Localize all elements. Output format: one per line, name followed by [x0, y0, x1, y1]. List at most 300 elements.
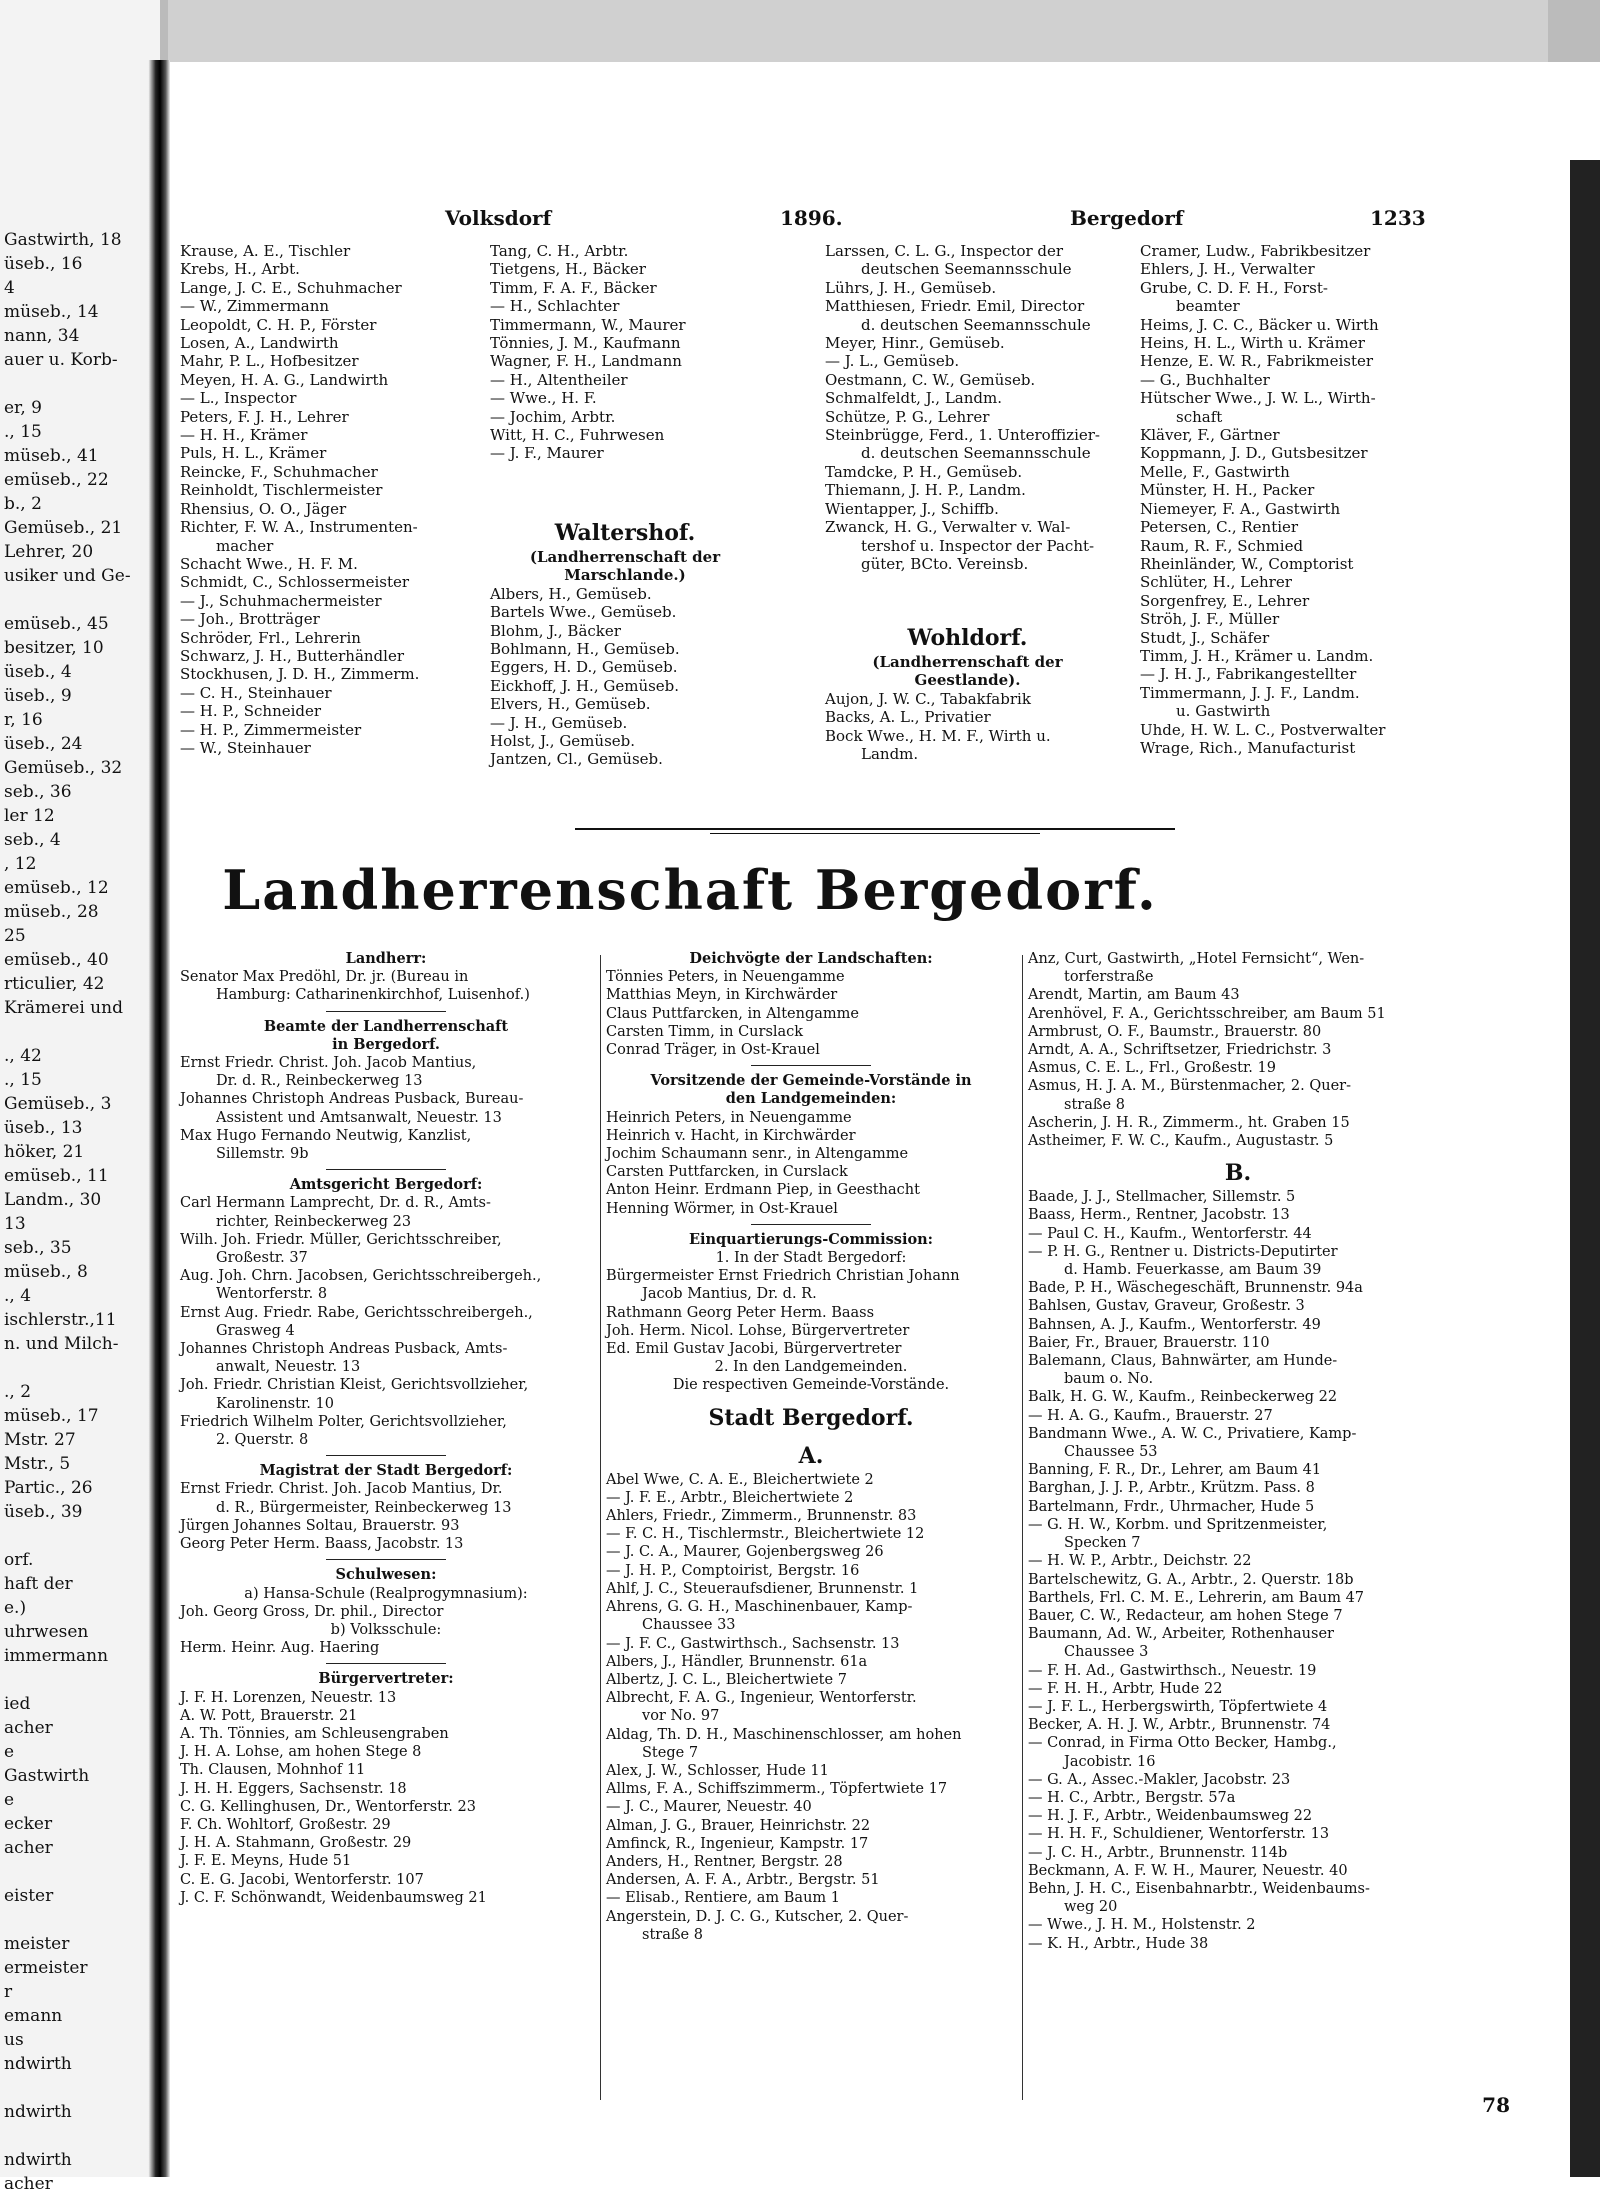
directory-entry: Witt, H. C., Fuhrwesen	[490, 426, 665, 445]
left-page-line: uhrwesen	[4, 1622, 89, 1642]
left-page-line: immermann	[4, 1646, 109, 1666]
directory-entry: — H. W. P., Arbtr., Deichstr. 22	[1028, 1553, 1252, 1570]
directory-entry: Ernst Aug. Friedr. Rabe, Gerichtsschreibergeh.,	[180, 1304, 533, 1321]
directory-entry: Angerstein, D. J. C. G., Kutscher, 2. Quer-	[606, 1908, 909, 1925]
left-page-line	[4, 1860, 154, 1884]
directory-entry: — H. A. G., Kaufm., Brauerstr. 27	[1028, 1407, 1273, 1424]
directory-entry: Timm, F. A. F., Bäcker	[490, 278, 657, 297]
directory-entry: Heinrich Peters, in Neuengamme	[606, 1109, 852, 1126]
directory-entry: Max Hugo Fernando Neutwig, Kanzlist,	[180, 1127, 472, 1144]
directory-entry: Grasweg 4	[216, 1322, 295, 1339]
left-page-line: ., 15	[4, 422, 42, 442]
directory-entry: Johannes Christoph Andreas Pusback, Bureau-	[180, 1091, 524, 1108]
directory-entry: Kläver, F., Gärtner	[1140, 426, 1280, 445]
directory-entry: Studt, J., Schäfer	[1140, 628, 1270, 647]
section-heading: Bürgervertreter:	[318, 1670, 454, 1688]
directory-entry: Münster, H. H., Packer	[1140, 481, 1315, 500]
directory-entry: Heins, H. L., Wirth u. Krämer	[1140, 334, 1365, 353]
directory-entry: Wagner, F. H., Landmann	[490, 352, 682, 371]
directory-entry: — P. H. G., Rentner u. Districts-Deputirter	[1028, 1243, 1338, 1260]
left-page-line	[4, 1524, 154, 1548]
directory-entry: Bahlsen, Gustav, Graveur, Großestr. 3	[1028, 1298, 1305, 1315]
left-page-line: emüseb., 11	[4, 1166, 109, 1186]
directory-entry: Großestr. 37	[216, 1250, 308, 1267]
directory-entry: Wilh. Joh. Friedr. Müller, Gerichtsschreiber,	[180, 1231, 502, 1248]
directory-entry: Wentorferstr. 8	[216, 1286, 328, 1303]
subsection-heading: 2. In den Landgemeinden.	[714, 1359, 908, 1376]
left-page-line: seb., 4	[4, 830, 61, 850]
left-page-line: ndwirth	[4, 2054, 72, 2074]
directory-entry: — H. H., Krämer	[180, 426, 308, 445]
directory-entry: J. C. F. Schönwandt, Weidenbaumsweg 21	[180, 1889, 487, 1906]
directory-entry: vor No. 97	[642, 1708, 720, 1725]
directory-entry: Blohm, J., Bäcker	[490, 621, 621, 640]
directory-entry: Baumann, Ad. W., Arbeiter, Rothenhauser	[1028, 1626, 1334, 1643]
directory-entry: Chaussee 53	[1064, 1444, 1158, 1461]
section-heading: Deichvögte der Landschaften:	[689, 950, 933, 967]
directory-entry: Matthiesen, Friedr. Emil, Director	[825, 297, 1085, 316]
directory-entry: Bartelmann, Frdr., Uhrmacher, Hude 5	[1028, 1498, 1315, 1515]
directory-entry: Bock Wwe., H. M. F., Wirth u.	[825, 726, 1051, 745]
directory-entry: Behn, J. H. C., Eisenbahnarbtr., Weidenbaums-	[1028, 1880, 1370, 1897]
left-page-line: acher	[4, 2174, 53, 2194]
left-page-text	[4, 228, 154, 2196]
directory-entry: Timmermann, J. J. F., Landm.	[1140, 683, 1360, 702]
directory-entry: Landm.	[861, 745, 919, 764]
directory-entry: Tang, C. H., Arbtr.	[490, 242, 629, 260]
directory-entry: straße 8	[1064, 1096, 1125, 1113]
section-heading: Schulwesen:	[335, 1566, 437, 1584]
directory-entry: Oestmann, C. W., Gemüseb.	[825, 370, 1036, 389]
directory-entry: — Joh., Brotträger	[180, 610, 320, 629]
directory-entry: d. Hamb. Feuerkasse, am Baum 39	[1064, 1262, 1322, 1279]
left-page-line: e.)	[4, 1598, 27, 1618]
left-page-line: besitzer, 10	[4, 638, 104, 658]
directory-entry: — J. F. E., Arbtr., Bleichertwiete 2	[606, 1489, 854, 1506]
directory-entry: Claus Puttfarcken, in Altengamme	[606, 1005, 859, 1022]
left-page-line: Gastwirth, 18	[4, 230, 122, 250]
directory-entry: — Jochim, Arbtr.	[490, 407, 616, 426]
directory-entry: Lührs, J. H., Gemüseb.	[825, 278, 997, 297]
directory-entry: Elvers, H., Gemüseb.	[490, 695, 651, 714]
left-page-line: üseb., 24	[4, 734, 83, 754]
left-page-line: usiker und Ge-	[4, 566, 131, 586]
directory-entry: Reinholdt, Tischlermeister	[180, 481, 383, 500]
section-heading: Vorsitzende der Gemeinde-Vorstände in	[650, 1072, 972, 1090]
directory-entry: Krause, A. E., Tischler	[180, 242, 351, 260]
left-page-line: 13	[4, 1214, 26, 1234]
directory-entry: — C. H., Steinhauer	[180, 683, 332, 702]
directory-entry: Steinbrügge, Ferd., 1. Unteroffizier-	[825, 426, 1100, 445]
directory-entry: Koppmann, J. D., Gutsbesitzer	[1140, 444, 1368, 463]
left-page-line: üseb., 9	[4, 686, 72, 706]
directory-entry: Asmus, H. J. A. M., Bürstenmacher, 2. Quer-	[1028, 1078, 1351, 1095]
wohldorf-section	[825, 615, 1110, 763]
section-heading: Magistrat der Stadt Bergedorf:	[259, 1462, 513, 1480]
directory-entry: Georg Peter Herm. Baass, Jacobstr. 13	[180, 1536, 464, 1553]
left-page-line: , 12	[4, 854, 37, 874]
top-column-3	[825, 242, 1110, 573]
directory-entry: — Wwe., J. H. M., Holstenstr. 2	[1028, 1917, 1256, 1934]
left-page-line: r, 16	[4, 710, 43, 730]
directory-entry: — H., Altentheiler	[490, 370, 628, 389]
directory-entry: Ascherin, J. H. R., Zimmerm., ht. Graben 15	[1028, 1114, 1350, 1131]
directory-entry: Albertz, J. C. L., Bleichertwiete 7	[606, 1671, 847, 1688]
scan-right-edge	[1570, 160, 1600, 2177]
left-page-line	[4, 1908, 154, 1932]
directory-entry: J. H. A. Stahmann, Großestr. 29	[180, 1835, 412, 1852]
directory-entry: Beckmann, A. F. W. H., Maurer, Neuestr. 40	[1028, 1862, 1348, 1879]
directory-entry: Bartels Wwe., Gemüseb.	[490, 603, 677, 622]
directory-entry: baum o. No.	[1064, 1371, 1154, 1388]
directory-entry: Petersen, C., Rentier	[1140, 518, 1299, 537]
directory-entry: Zwanck, H. G., Verwalter v. Wal-	[825, 518, 1071, 537]
left-page-line: Gastwirth	[4, 1766, 90, 1786]
directory-entry: Melle, F., Gastwirth	[1140, 462, 1290, 481]
section-heading: den Landgemeinden:	[725, 1090, 897, 1108]
directory-entry: — G. H. W., Korbm. und Spritzenmeister,	[1028, 1516, 1328, 1533]
left-page-line: us	[4, 2030, 24, 2050]
left-page-line: nann, 34	[4, 326, 80, 346]
main-column-1	[180, 950, 592, 1907]
directory-entry: schaft	[1176, 407, 1223, 426]
left-page-line: Lehrer, 20	[4, 542, 94, 562]
directory-entry: Johannes Christoph Andreas Pusback, Amts-	[180, 1341, 508, 1358]
directory-entry: J. F. E. Meyns, Hude 51	[180, 1853, 352, 1870]
directory-entry: Eggers, H. D., Gemüseb.	[490, 658, 678, 677]
section-divider	[326, 1663, 446, 1664]
directory-entry: Bohlmann, H., Gemüseb.	[490, 640, 680, 659]
subsection-heading: Die respectiven Gemeinde-Vorstände.	[672, 1377, 950, 1394]
left-page-line: Partic., 26	[4, 1478, 93, 1498]
directory-entry: J. H. H. Eggers, Sachsenstr. 18	[180, 1780, 407, 1797]
directory-entry: — G., Buchhalter	[1140, 370, 1270, 389]
section-divider	[326, 1011, 446, 1012]
directory-entry: Aldag, Th. D. H., Maschinenschlosser, am hohen	[606, 1726, 962, 1743]
waltershof-entries	[490, 585, 760, 769]
directory-entry: — J. F. C., Gastwirthsch., Sachsenstr. 13	[606, 1635, 900, 1652]
section-title: Stadt Bergedorf.	[708, 1404, 914, 1431]
directory-entry: Joh. Herm. Nicol. Lohse, Bürgervertreter	[606, 1322, 910, 1339]
directory-entry: Carl Hermann Lamprecht, Dr. d. R., Amts-	[180, 1195, 491, 1212]
directory-entry: Ströh, J. F., Müller	[1140, 610, 1280, 629]
directory-entry: Heims, J. C. C., Bäcker u. Wirth	[1140, 315, 1379, 334]
directory-entry: — H. H. F., Schuldiener, Wentorferstr. 13	[1028, 1826, 1330, 1843]
directory-entry: — J. H., Gemüseb.	[490, 713, 628, 732]
directory-entry: Ahrens, G. G. H., Maschinenbauer, Kamp-	[606, 1599, 913, 1616]
left-page-line: üseb., 16	[4, 254, 83, 274]
directory-entry: Balk, H. G. W., Kaufm., Reinbeckerweg 22	[1028, 1389, 1338, 1406]
directory-entry: Meyen, H. A. G., Landwirth	[180, 370, 389, 389]
section-divider	[751, 1224, 871, 1225]
directory-entry: Meyer, Hinr., Gemüseb.	[825, 334, 1005, 353]
directory-entry: — J. C. A., Maurer, Gojenbergsweg 26	[606, 1544, 884, 1561]
directory-entry: Hamburg: Catharinenkirchhof, Luisenhof.)	[216, 987, 530, 1004]
directory-entry: Arendt, Martin, am Baum 43	[1028, 987, 1240, 1004]
directory-entry: anwalt, Neuestr. 13	[216, 1359, 361, 1376]
directory-entry: Rathmann Georg Peter Herm. Baass	[606, 1304, 875, 1321]
directory-entry: Ehlers, J. H., Verwalter	[1140, 260, 1315, 279]
directory-entry: — Elisab., Rentiere, am Baum 1	[606, 1890, 841, 1907]
directory-entry: Timm, J. H., Krämer u. Landm.	[1140, 646, 1374, 665]
directory-entry: Andersen, A. F. A., Arbtr., Bergstr. 51	[606, 1872, 880, 1889]
directory-entry: Heinrich v. Hacht, in Kirchwärder	[606, 1127, 856, 1144]
directory-entry: — J., Schuhmachermeister	[180, 591, 382, 610]
directory-entry: Timmermann, W., Maurer	[490, 315, 686, 334]
header-left: Volksdorf	[445, 206, 552, 230]
directory-entry: Leopoldt, C. H. P., Förster	[180, 315, 377, 334]
directory-entry: Baass, Herm., Rentner, Jacobstr. 13	[1028, 1207, 1290, 1224]
directory-entry: — Paul C. H., Kaufm., Wentorferstr. 44	[1028, 1225, 1312, 1242]
directory-entry: Chaussee 3	[1064, 1644, 1149, 1661]
directory-entry: — H., Schlachter	[490, 297, 620, 316]
directory-entry: Ernst Friedr. Christ. Joh. Jacob Mantius, Dr.	[180, 1481, 503, 1498]
directory-entry: Anton Heinr. Erdmann Piep, in Geesthacht	[606, 1182, 920, 1199]
left-page-line	[4, 2076, 154, 2100]
directory-entry: Ahlers, Friedr., Zimmerm., Brunnenstr. 83	[606, 1508, 917, 1525]
directory-entry: beamter	[1176, 297, 1240, 316]
left-page-line: ndwirth	[4, 2150, 72, 2170]
directory-entry: Schlüter, H., Lehrer	[1140, 573, 1292, 592]
directory-entry: macher	[216, 536, 274, 555]
directory-entry: u. Gastwirth	[1176, 702, 1271, 721]
left-page-line: e	[4, 1790, 15, 1810]
left-page-line: er, 9	[4, 398, 42, 418]
directory-entry: Banning, F. R., Dr., Lehrer, am Baum 41	[1028, 1462, 1322, 1479]
directory-entry: Albers, H., Gemüseb.	[490, 584, 652, 603]
wohldorf-entries	[825, 690, 1110, 764]
waltershof-subtitle-2: Marschlande.)	[564, 566, 686, 585]
directory-entry: J. F. H. Lorenzen, Neuestr. 13	[180, 1689, 397, 1706]
wohldorf-title: Wohldorf.	[907, 625, 1028, 651]
directory-entry: Alman, J. G., Brauer, Heinrichstr. 22	[606, 1817, 871, 1834]
directory-entry: Balemann, Claus, Bahnwärter, am Hunde-	[1028, 1353, 1338, 1370]
section-title: A.	[798, 1442, 824, 1469]
directory-entry: — W., Zimmermann	[180, 297, 330, 316]
left-page-line: haft der	[4, 1574, 73, 1594]
left-page-line: üseb., 39	[4, 1502, 83, 1522]
left-page-line: Gemüseb., 3	[4, 1094, 112, 1114]
directory-entry: Chaussee 33	[642, 1617, 736, 1634]
directory-entry: Holst, J., Gemüseb.	[490, 732, 636, 751]
directory-entry: Baier, Fr., Brauer, Brauerstr. 110	[1028, 1334, 1270, 1351]
left-page-line: ndwirth	[4, 2102, 72, 2122]
left-page-line: üseb., 4	[4, 662, 72, 682]
directory-entry: Wrage, Rich., Manufacturist	[1140, 738, 1356, 757]
directory-entry: Abel Wwe, C. A. E., Bleichertwiete 2	[606, 1471, 874, 1488]
directory-entry: Mahr, P. L., Hofbesitzer	[180, 352, 359, 371]
left-page-line: emüseb., 12	[4, 878, 109, 898]
section-divider	[326, 1559, 446, 1560]
directory-entry: Jacobistr. 16	[1064, 1753, 1156, 1770]
directory-entry: Assistent und Amtsanwalt, Neuestr. 13	[216, 1109, 502, 1126]
directory-entry: C. E. G. Jacobi, Wentorferstr. 107	[180, 1871, 424, 1888]
directory-entry: Joh. Friedr. Christian Kleist, Gerichtsvollzieher,	[180, 1377, 529, 1394]
directory-entry: Niemeyer, F. A., Gastwirth	[1140, 499, 1341, 518]
directory-entry: Peters, F. J. H., Lehrer	[180, 407, 349, 426]
directory-entry: — H. J. F., Arbtr., Weidenbaumsweg 22	[1028, 1808, 1313, 1825]
directory-entry: Carsten Puttfarcken, in Curslack	[606, 1164, 848, 1181]
directory-entry: Dr. d. R., Reinbeckerweg 13	[216, 1073, 423, 1090]
directory-entry: tershof u. Inspector der Pacht-	[861, 536, 1095, 555]
left-page-line: orf.	[4, 1550, 34, 1570]
left-page-line	[4, 1020, 154, 1044]
left-page-line: rticulier, 42	[4, 974, 105, 994]
directory-entry: — F. H. Ad., Gastwirthsch., Neuestr. 19	[1028, 1662, 1317, 1679]
directory-entry: Specken 7	[1064, 1535, 1141, 1552]
directory-entry: Ernst Friedr. Christ. Joh. Jacob Mantius,	[180, 1055, 477, 1072]
directory-entry: Allms, F. A., Schiffszimmerm., Töpfertwiete 17	[606, 1781, 948, 1798]
section-heading: in Bergedorf.	[332, 1035, 440, 1053]
directory-entry: Schwarz, J. H., Butterhändler	[180, 646, 404, 665]
left-page-line: Landm., 30	[4, 1190, 102, 1210]
directory-entry: Th. Clausen, Mohnhof 11	[180, 1762, 366, 1779]
left-page-line: acher	[4, 1838, 53, 1858]
directory-entry: Albrecht, F. A. G., Ingenieur, Wentorferstr.	[606, 1690, 917, 1707]
directory-entry: Richter, F. W. A., Instrumenten-	[180, 518, 418, 537]
running-header	[180, 206, 1530, 240]
left-page-line: ischlerstr.,11	[4, 1310, 117, 1330]
directory-entry: Schacht Wwe., H. F. M.	[180, 554, 358, 573]
directory-entry: Matthias Meyn, in Kirchwärder	[606, 987, 838, 1004]
directory-entry: — F. C. H., Tischlermstr., Bleichertwiete 12	[606, 1526, 925, 1543]
left-page-line	[4, 1356, 154, 1380]
directory-entry: — J. C. H., Arbtr., Brunnenstr. 114b	[1028, 1844, 1288, 1861]
directory-entry: Albers, J., Händler, Brunnenstr. 61a	[606, 1653, 868, 1670]
left-page-line: müseb., 28	[4, 902, 99, 922]
directory-entry: Puls, H. L., Krämer	[180, 444, 327, 463]
left-page-line: müseb., 8	[4, 1262, 88, 1282]
main-column-2	[606, 950, 1016, 1944]
directory-entry: Tönnies, J. M., Kaufmann	[490, 334, 681, 353]
directory-entry: Arenhövel, F. A., Gerichtsschreiber, am Baum 51	[1028, 1005, 1386, 1022]
directory-entry: Schröder, Frl., Lehrerin	[180, 628, 361, 647]
directory-entry: Anz, Curt, Gastwirth, „Hotel Fernsicht“, Wen-	[1028, 951, 1365, 967]
left-page-line: meister	[4, 1934, 70, 1954]
header-year: 1896.	[780, 206, 843, 230]
top-column-2	[490, 242, 750, 463]
directory-entry: Aujon, J. W. C., Tabakfabrik	[825, 689, 1031, 708]
left-page-line: Gemüseb., 32	[4, 758, 123, 778]
directory-entry: güter, BCto. Vereinsb.	[861, 554, 1029, 573]
directory-entry: — H. P., Zimmermeister	[180, 720, 362, 739]
left-page-line: eister	[4, 1886, 54, 1906]
directory-entry: Barthels, Frl. C. M. E., Lehrerin, am Baum 47	[1028, 1589, 1365, 1606]
wohldorf-subtitle-2: Geestlande).	[914, 671, 1021, 690]
top-column-1	[180, 242, 480, 757]
left-page-line: Mstr., 5	[4, 1454, 71, 1474]
directory-entry: Anders, H., Rentner, Bergstr. 28	[606, 1853, 843, 1870]
header-right: Bergedorf	[1070, 206, 1184, 230]
subsection-heading: a) Hansa-Schule (Realprogymnasium):	[244, 1585, 528, 1602]
directory-entry: Bartelschewitz, G. A., Arbtr., 2. Querstr. 18b	[1028, 1571, 1354, 1588]
section-rule	[575, 828, 1175, 830]
section-heading: Landherr:	[345, 950, 427, 967]
directory-entry: Jantzen, Cl., Gemüseb.	[490, 750, 663, 769]
directory-entry: Krebs, H., Arbt.	[180, 260, 300, 279]
directory-entry: Losen, A., Landwirth	[180, 334, 339, 353]
top-column-4	[1140, 242, 1440, 757]
left-page-line: 4	[4, 278, 15, 298]
directory-entry: Aug. Joh. Chrn. Jacobsen, Gerichtsschreibergeh.,	[180, 1268, 542, 1285]
directory-entry: weg 20	[1064, 1899, 1118, 1916]
directory-entry: Tönnies Peters, in Neuengamme	[606, 969, 845, 986]
directory-entry: Schmidt, C., Schlossermeister	[180, 573, 410, 592]
left-page-line: ermeister	[4, 1958, 88, 1978]
directory-entry: C. G. Kellinghusen, Dr., Wentorferstr. 23	[180, 1798, 476, 1815]
directory-entry: Stockhusen, J. D. H., Zimmerm.	[180, 665, 420, 684]
left-page-line: r	[4, 1982, 13, 2002]
directory-entry: Thiemann, J. H. P., Landm.	[825, 481, 1026, 500]
directory-entry: — Wwe., H. F.	[490, 389, 597, 408]
directory-entry: — H. C., Arbtr., Bergstr. 57a	[1028, 1789, 1236, 1806]
directory-entry: Rheinländer, W., Comptorist	[1140, 554, 1354, 573]
left-page-line: ., 15	[4, 1070, 42, 1090]
waltershof-subtitle-1: (Landherrenschaft der	[529, 548, 721, 566]
scan-top-band	[0, 0, 1600, 62]
directory-entry: Larssen, C. L. G., Inspector der	[825, 242, 1064, 260]
left-page-line: 25	[4, 926, 26, 946]
directory-entry: J. H. A. Lohse, am hohen Stege 8	[180, 1744, 422, 1761]
directory-entry: Hütscher Wwe., J. W. L., Wirth-	[1140, 389, 1376, 408]
directory-entry: richter, Reinbeckerweg 23	[216, 1213, 412, 1230]
directory-entry: Asmus, C. E. L., Frl., Großestr. 19	[1028, 1060, 1276, 1077]
left-page-line	[4, 588, 154, 612]
directory-entry: torferstraße	[1064, 969, 1154, 986]
directory-entry: Lange, J. C. E., Schuhmacher	[180, 278, 402, 297]
section-divider	[751, 1065, 871, 1066]
directory-entry: — F. H. H., Arbtr, Hude 22	[1028, 1680, 1223, 1697]
left-page-line: müseb., 17	[4, 1406, 99, 1426]
directory-entry: Ed. Emil Gustav Jacobi, Bürgervertreter	[606, 1341, 902, 1358]
directory-entry: Schmalfeldt, J., Landm.	[825, 389, 1003, 408]
directory-entry: Senator Max Predöhl, Dr. jr. (Bureau in	[180, 969, 469, 986]
directory-entry: — J. H. J., Fabrikangestellter	[1140, 665, 1357, 684]
left-page-line: n. und Milch-	[4, 1334, 119, 1354]
directory-entry: d. R., Bürgermeister, Reinbeckerweg 13	[216, 1499, 512, 1516]
directory-entry: Raum, R. F., Schmied	[1140, 536, 1304, 555]
left-page-line: ., 4	[4, 1286, 32, 1306]
wohldorf-subtitle-1: (Landherrenschaft der	[872, 653, 1063, 671]
page-number: 1233	[1370, 206, 1426, 230]
directory-entry: Joh. Georg Gross, Dr. phil., Director	[180, 1603, 444, 1620]
directory-entry: — J. F., Maurer	[490, 444, 604, 463]
directory-entry: Becker, A. H. J. W., Arbtr., Brunnenstr. 74	[1028, 1717, 1331, 1734]
directory-entry: Astheimer, F. W. C., Kaufm., Augustastr. 5	[1028, 1133, 1334, 1150]
left-page-line: emann	[4, 2006, 63, 2026]
left-page-line: höker, 21	[4, 1142, 85, 1162]
left-page-line: emüseb., 40	[4, 950, 109, 970]
left-page-line	[4, 2124, 154, 2148]
left-page-line: ied	[4, 1694, 31, 1714]
directory-entry: straße 8	[642, 1926, 703, 1943]
section-heading: Einquartierungs-Commission:	[688, 1230, 934, 1248]
left-page-line: ., 2	[4, 1382, 32, 1402]
directory-entry: d. deutschen Seemannsschule	[861, 444, 1091, 463]
section-divider	[326, 1455, 446, 1456]
left-page-line: b., 2	[4, 494, 42, 514]
directory-entry: d. deutschen Seemannsschule	[861, 315, 1091, 334]
directory-entry: Reincke, F., Schuhmacher	[180, 462, 378, 481]
left-page-line	[4, 1668, 154, 1692]
left-page-line: seb., 36	[4, 782, 72, 802]
section-heading: Beamte der Landherrenschaft	[263, 1017, 509, 1035]
section-title: B.	[1224, 1160, 1252, 1187]
directory-entry: Schütze, P. G., Lehrer	[825, 407, 990, 426]
left-page-line: e	[4, 1742, 15, 1762]
directory-entry: Sillemstr. 9b	[216, 1146, 309, 1163]
directory-entry: — G. A., Assec.-Makler, Jacobstr. 23	[1028, 1771, 1291, 1788]
